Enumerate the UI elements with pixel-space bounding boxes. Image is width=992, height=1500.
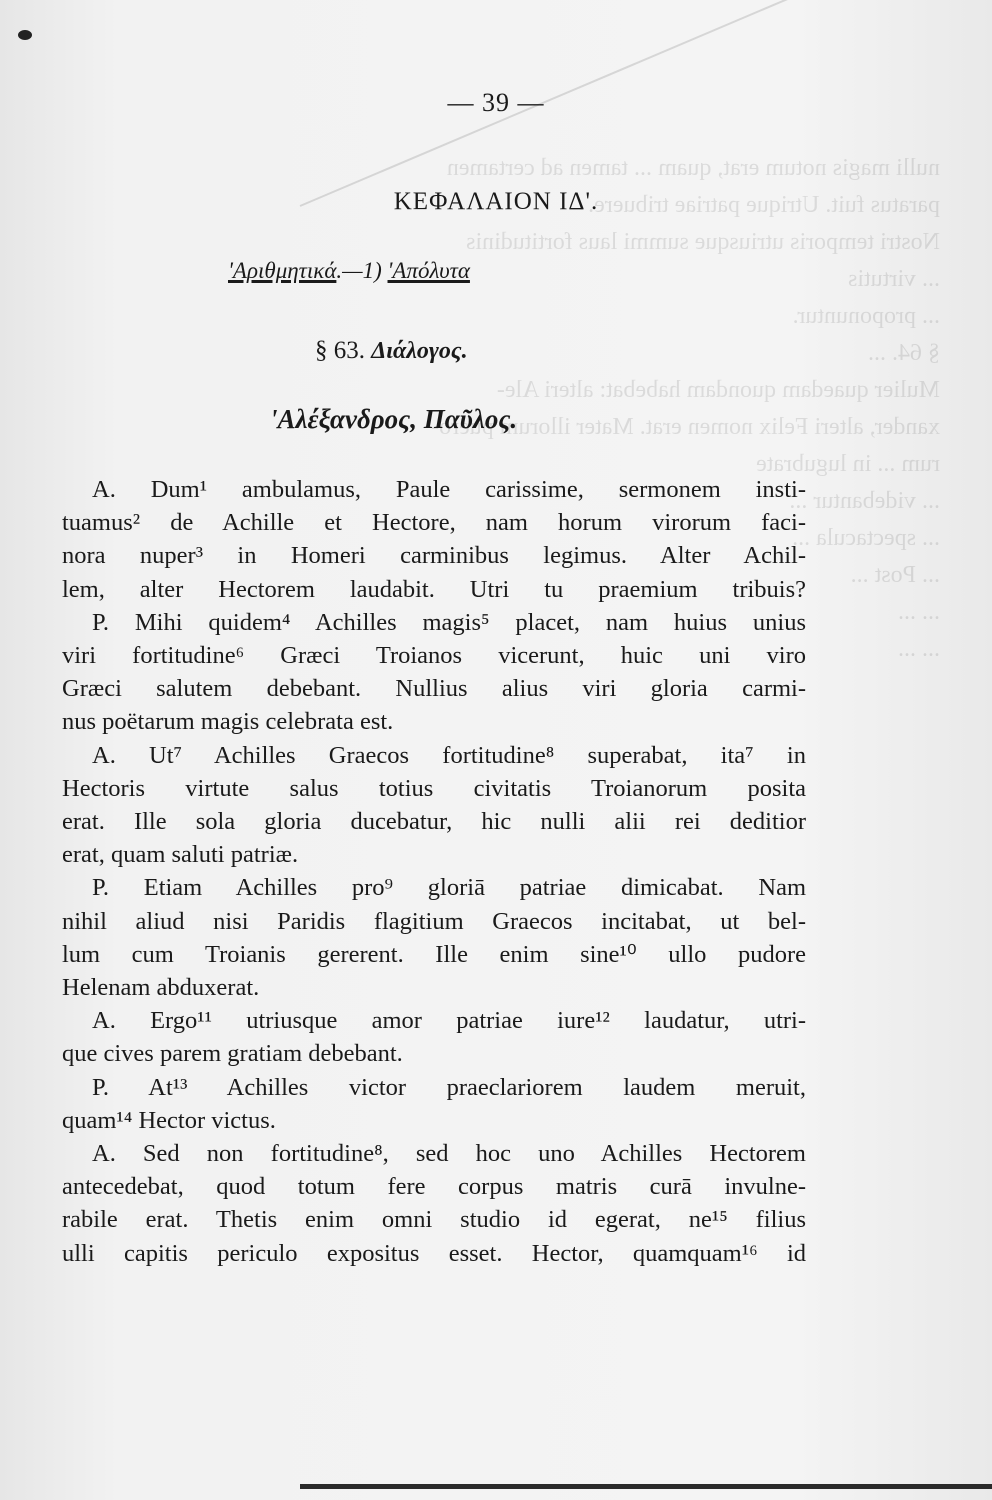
text-line: A. Sed non fortitudine⁸, sed hoc uno Achilles Hectorem (92, 1140, 806, 1168)
section-heading (315, 337, 468, 365)
page-number: — 39 — (447, 88, 545, 117)
chapter-title: ΚΕΦΑΛΑΙΟΝ ΙΔ'. (393, 188, 599, 215)
text-line: erat, quam saluti patriæ. (62, 841, 299, 869)
text-line: quam¹⁴ Hector victus. (62, 1106, 276, 1134)
subtitle-separator: .—1) (336, 258, 388, 283)
text-line: antecedebat, quod totum fere corpus matris curā invulne- (62, 1173, 806, 1201)
text-line: nihil aliud nisi Paridis flagitium Graecos incitabat, ut bel- (62, 907, 806, 935)
text-line: que cives parem gratiam debebant. (62, 1040, 403, 1068)
text-line: Helenam abduxerat. (62, 974, 260, 1002)
text-line: lum cum Troianis gererent. Ille enim sine¹⁰ ullo pudore (62, 940, 806, 968)
section-title: Διάλογος. (371, 338, 468, 364)
binding-mark (18, 30, 32, 40)
text-line: Hectoris virtute salus totius civitatis Troianorum posita (62, 774, 806, 802)
text-line: viri fortitudine⁶ Græci Troianos vicerunt, huic uni viro (62, 642, 806, 670)
dialogue-text (62, 473, 806, 1270)
text-line: P. Etiam Achilles pro⁹ gloriā patriae dimicabat. Nam (92, 874, 806, 902)
text-line: ulli capitis periculo expositus esset. Hector, quamquam¹⁶ id (62, 1239, 806, 1267)
text-line: nora nuper³ in Homeri carminibus legimus. Alter Achil- (62, 542, 806, 570)
text-line: A. Ergo¹¹ utriusque amor patriae iure¹² laudatur, utri- (92, 1007, 806, 1035)
text-line: A. Ut⁷ Achilles Graecos fortitudine⁸ superabat, ita⁷ in (92, 741, 806, 769)
bottom-edge-rule (300, 1484, 992, 1489)
text-line: P. Mihi quidem⁴ Achilles magis⁵ placet, nam huius unius (92, 608, 806, 636)
chapter-subtitle (228, 258, 628, 284)
dialogue-speakers: 'Αλέξανδρος, Παῦλος. (270, 404, 518, 434)
subtitle-cardinal: 'Απόλυτα (387, 258, 470, 283)
section-number: § 63. (315, 337, 365, 364)
text-line: rabile erat. Thetis enim omni studio id egerat, ne¹⁵ filius (62, 1206, 806, 1234)
text-line: Græci salutem debebant. Nullius alius viri gloria carmi- (62, 675, 806, 703)
text-line: nus poëtarum magis celebrata est. (62, 708, 394, 736)
text-line: tuamus² de Achille et Hectore, nam horum virorum faci- (62, 509, 806, 537)
text-line: lem, alter Hectorem laudabit. Utri tu praemium tribuis? (62, 575, 806, 603)
text-line: A. Dum¹ ambulamus, Paule carissime, sermonem insti- (92, 476, 806, 503)
subtitle-numerals: 'Αριθμητικά (228, 258, 337, 283)
text-line: erat. Ille sola gloria ducebatur, hic nulli alii rei deditior (62, 808, 806, 836)
text-line: P. At¹³ Achilles victor praeclariorem laudem meruit, (92, 1073, 806, 1101)
bleed-through-text: nulli magis notum erat, quam ... tamen ad certamen paratus fuit. Utrique patriae tribuere. Nostri temporis utriusque summi laus fortitudinis ... virtutis ... proponuntur. § 64. ... Mulier quaedam quondam habebat: alteri Ale- xander, alteri Felix nomen erat. Mater illorum puero- rum ... in lugubrate ... videbantur ... ... spectacula ... ... Post ... ... ... ... ... (431, 155, 940, 662)
